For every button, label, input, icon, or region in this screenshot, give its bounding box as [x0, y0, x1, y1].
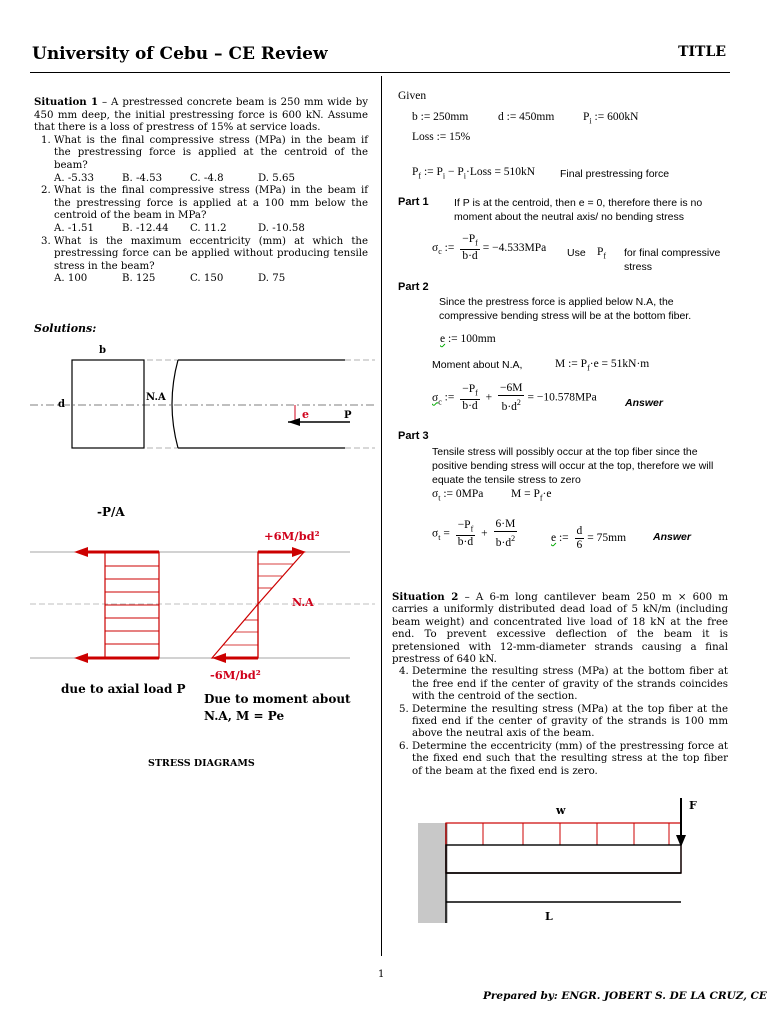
cantilever-beam: [446, 845, 681, 873]
page-number: 1: [378, 969, 385, 980]
question-1-options: [54, 173, 368, 186]
stress-diagram-caption: STRESS DIAGRAMS: [148, 758, 255, 769]
label-axial: due to axial load P: [61, 682, 186, 696]
beam-figure: [30, 340, 380, 470]
part-1-text: If P is at the centroid, then e = 0, therefore there is no moment about the neutral axis/ no bending stress: [454, 197, 703, 223]
cantilever-figure: [410, 795, 730, 930]
option: D. 5.65: [258, 172, 295, 184]
part-2-e: e := 100mm: [440, 333, 496, 345]
fixed-support: [418, 823, 448, 923]
question-1-text: What is the final compressive stress (MPa) in the beam if the prestressing force is applied at the centroid of the beam?: [54, 134, 368, 171]
given-d: d := 450mm: [498, 111, 555, 123]
option: B. -12.44: [122, 222, 169, 234]
question-2-text: What is the final compressive stress (MPa) in the beam if the prestressing force is applied at a 100 mm below the centroid of the beam in MPa?: [54, 185, 368, 222]
beam-label-p: P: [344, 410, 352, 421]
option: A. 100: [54, 273, 88, 285]
part-1-note: for final compressive stress: [624, 247, 721, 273]
beam-label-b: b: [99, 345, 106, 356]
part-1-heading: Part 1: [398, 196, 429, 208]
part-1-pf: $P_f$: [597, 246, 607, 261]
option: D. -10.58: [258, 222, 305, 234]
question-3-options: [54, 273, 368, 286]
prepared-by: Prepared by: ENGR. JOBERT S. DE LA CRUZ, CE: [483, 990, 767, 1002]
header-label: TITLE: [678, 44, 726, 60]
solutions-label: Solutions:: [34, 322, 97, 335]
label-p-over-a: -P/A: [97, 505, 125, 519]
situation-2: [392, 591, 728, 778]
part-2-answer: Answer: [625, 397, 663, 409]
part-1-formula: $\sigma_c$ := $\frac{-P_f}{b\cdot d}$ = −4.533MPa: [432, 233, 547, 263]
st-zero: $\sigma_t$ := 0MPa: [432, 488, 484, 503]
given-b: b := 250mm: [412, 111, 469, 123]
part-3-text: Tensile stress will possibly occur at the top fiber since the positive bending stress will occur at the top, therefore we will equate the tensile stress to zero: [432, 446, 714, 486]
question-5: 5. Determine the resulting stress (MPa) at the top fiber at the fixed end if the center of gravity of the strands is 100 mm above the neutral axis of the beam.: [412, 704, 728, 741]
label-neg-6m: -6M/bd²: [210, 668, 261, 682]
situation-2-lead: Situation 2: [392, 591, 459, 603]
beam-elevation: [172, 360, 345, 448]
option: D. 75: [258, 273, 286, 285]
option: C. 11.2: [190, 222, 227, 234]
moment-label: Moment about N.A,: [432, 359, 523, 371]
question-1: [54, 135, 368, 185]
label-moment-1: Due to moment about: [204, 692, 351, 706]
option: C. -4.8: [190, 172, 224, 184]
beam-label-e: e: [302, 408, 309, 421]
situation-1-text: – A prestressed concrete beam is 250 mm wide by 450 mm deep, the initial prestressing force is 600 kN. Assume that there is a loss of prestress of 15% at service loads.: [34, 97, 369, 134]
udl-hatch: [483, 823, 669, 845]
situation-2-text: – A 6-m long cantilever beam 250 m × 600 m carries a uniformly distributed dead load of 5 kN/m (including beam weight) and concentrated live load of 18 kN at the free end. To prevent excessive deflection of the beam it is pretensioned with 12-mm-diameter strands causing a final prestress of 640 kN.: [392, 592, 728, 666]
part-2-text: Since the prestress force is applied below N.A, the compressive bending stress will be at the bottom fiber.: [439, 296, 692, 322]
force-arrowhead: [288, 418, 300, 426]
moment-equation: M := $P_f\cdot e = 51kN\cdot m$: [555, 358, 650, 373]
udl-block: [446, 823, 681, 873]
label-w: w: [556, 804, 566, 817]
option: A. -5.33: [54, 172, 94, 184]
situation-2-intro: [392, 591, 728, 666]
question-4: 4. Determine the resulting stress (MPa) at the bottom fiber at the free end if the center of gravity of the strands coincides with the centroid of the section.: [412, 666, 728, 703]
stress-diagram: [30, 520, 380, 670]
question-3-text: What is the maximum eccentricity (mm) at which the prestressing force can be applied without producing tensile stress in the beam?: [54, 235, 368, 272]
part-2-formula: $\sigma_c$ := $\frac{-P_f}{b\cdot d}$ + $\frac{-6M}{b\cdot d^2}$ = −10.578MPa: [432, 382, 597, 413]
column-divider: [381, 76, 382, 956]
part-1-use: Use: [567, 247, 586, 259]
beam-label-na: N.A: [146, 392, 166, 403]
part-3-e-result: e := $\frac{d}{6}$ = 75mm: [551, 525, 627, 551]
situation-1: [34, 96, 368, 286]
label-na: N.A: [292, 596, 314, 609]
m-equation: $M = P_f\cdot e$: [511, 488, 552, 503]
label-l: L: [545, 910, 553, 923]
tension-arrowhead: [292, 547, 306, 557]
pf-label: Final prestressing force: [560, 168, 670, 180]
given-label: Given: [398, 90, 427, 102]
question-3: [54, 236, 368, 286]
situation-1-intro: [34, 96, 368, 135]
option: A. -1.51: [54, 222, 94, 234]
label-moment-2: N.A, M = Pe: [204, 709, 285, 723]
label-f: F: [689, 799, 697, 812]
part-3-formula: $\sigma_t$ = $\frac{-P_f}{b\cdot d}$ + $\frac{6\cdot M}{b\cdot d^2}$: [432, 518, 516, 549]
question-6: 6. Determine the eccentricity (mm) of the prestressing force at the fixed end such that the resulting stress at the top fiber of the beam at the fixed end is zero.: [412, 741, 728, 778]
part-3-answer: Answer: [653, 531, 691, 543]
question-2: [54, 185, 368, 235]
header-rule: [30, 72, 730, 73]
axial-hatch: [105, 566, 159, 644]
option: B. 125: [122, 273, 156, 285]
beam-cross-section: [72, 360, 144, 448]
document-title: University of Cebu – CE Review: [32, 44, 328, 64]
moment-compression-triangle: [212, 604, 258, 658]
given-loss: Loss := 15%: [412, 131, 471, 143]
option: B. -4.53: [122, 172, 163, 184]
beam-label-d: d: [58, 399, 65, 410]
label-pos-6m: +6M/bd²: [264, 529, 320, 543]
situation-1-lead: Situation 1: [34, 96, 99, 108]
compression-arrowhead: [212, 653, 226, 663]
question-2-options: [54, 223, 368, 236]
pf-equation: $P_f$ := $P_i$ − $P_i\cdot Loss = 510kN$: [412, 166, 536, 181]
part-2-heading: Part 2: [398, 281, 429, 293]
part-3-heading: Part 3: [398, 430, 429, 442]
option: C. 150: [190, 273, 224, 285]
given-pi: $P_i$ := 600kN: [583, 111, 639, 126]
